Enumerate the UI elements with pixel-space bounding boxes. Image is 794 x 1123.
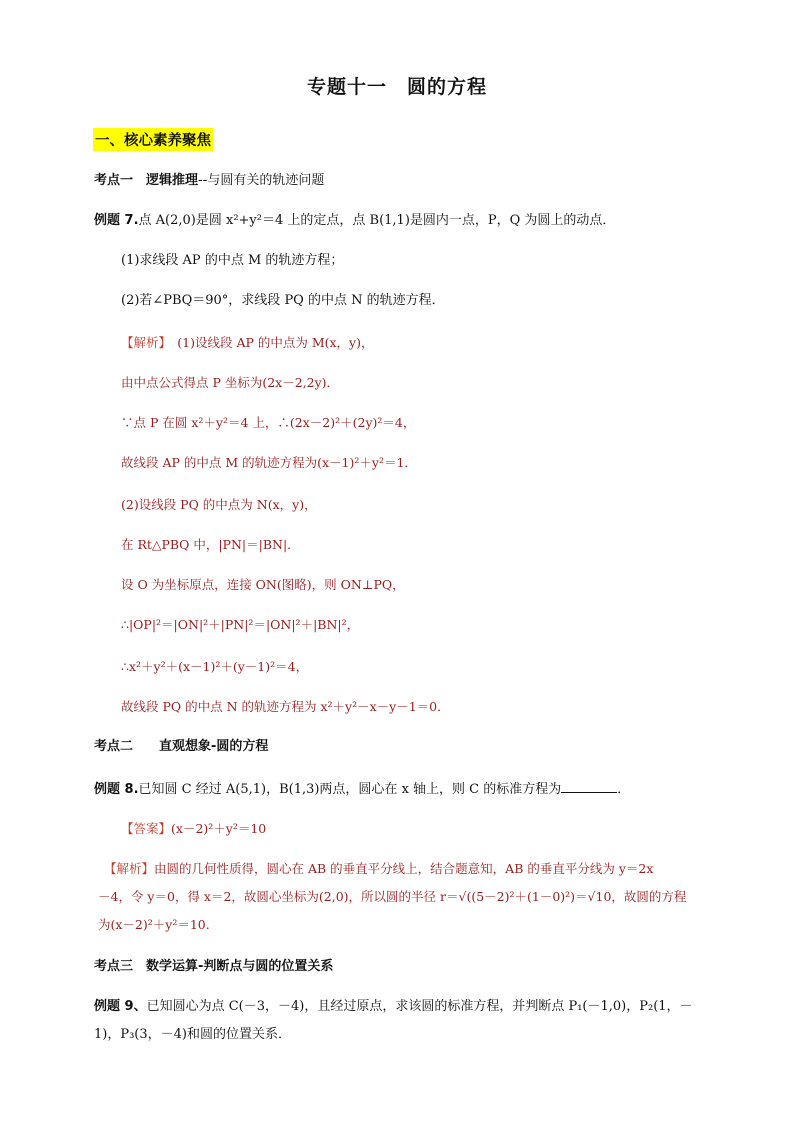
ex8-label: 例题 8. (94, 782, 139, 797)
ex7-label: 例题 7. (94, 213, 139, 228)
ex8-text: 已知圆 C 经过 A(5,1)，B(1,3)两点，圆心在 x 轴上，则 C 的标准方程为 (138, 782, 562, 797)
ex9-l1: 已知圆心为点 C(－3，－4)，且经过原点，求该圆的标准方程，并判断点 P₁(－1,0)，P₂(1，－ (146, 999, 693, 1014)
ex7-text: 点 A(2,0)是圆 x²+y²＝4 上的定点，点 B(1,1)是圆内一点，P，Q 为圆上的动点． (138, 213, 616, 228)
answer-blank (561, 780, 617, 793)
ex9-statement (94, 998, 693, 1016)
sol7-line-2: 由中点公式得点 P 坐标为(2x－2,2y)． (121, 375, 340, 390)
sol8-l1: 由圆的几何性质得，圆心在 AB 的垂直平分线上，结合题意知，AB 的垂直平分线为 y＝2x (154, 861, 654, 876)
sol7-line-9: ∴x²＋y²＋(x－1)²＋(y－1)²＝4， (121, 659, 309, 674)
kp1-rest: --与圆有关的轨迹问题 (198, 173, 325, 188)
sol7-line-10: 故线段 PQ 的中点 N 的轨迹方程为 x²＋y²－x－y－1＝0． (121, 699, 450, 714)
sol7-tag: 【解析】 (121, 335, 165, 350)
sol8-line-1 (104, 860, 653, 878)
sol7-line-8: ∴|OP|²＝|ON|²＋|PN|²＝|ON|²＋|BN|²， (121, 617, 360, 632)
ans8-tag: 【答案】 (121, 821, 172, 836)
kp3-heading (94, 958, 333, 976)
ex7-q1: (1)求线段 AP 的中点 M 的轨迹方程； (121, 253, 344, 268)
kp1-heading (94, 172, 324, 190)
sol7-line-7: 设 O 为坐标原点，连接 ON(图略)，则 ON⊥PQ， (121, 577, 405, 592)
ex9-label: 例题 9、 (94, 999, 147, 1014)
sol7-line-4: 故线段 AP 的中点 M 的轨迹方程为(x－1)²＋y²＝1． (121, 455, 417, 470)
sol8-line-2: －4，令 y＝0，得 x＝2，故圆心坐标为(2,0)，所以圆的半径 r＝√((5－2)²＋(1－0)²)＝√10，故圆的方程 (98, 889, 687, 904)
sol8-line-3: 为(x－2)²＋y²＝10. (98, 917, 210, 932)
ex9-line-2: 1)，P₃(3，－4)和圆的位置关系． (94, 1027, 291, 1042)
ex8-end: ． (617, 782, 631, 797)
ex7-statement (94, 212, 615, 230)
ex7-q2: (2)若∠PBQ＝90°，求线段 PQ 的中点 N 的轨迹方程． (121, 293, 445, 308)
kp1-label: 考点一 逻辑推理 (94, 173, 199, 188)
section-heading: 一、核心素养聚焦 (93, 128, 213, 151)
ans8-text: (x－2)²＋y²＝10 (171, 821, 267, 836)
sol7-line-5: (2)设线段 PQ 的中点为 N(x，y)， (121, 497, 317, 512)
sol7-l1: (1)设线段 AP 的中点为 M(x，y)， (164, 335, 374, 350)
ex8-statement (94, 780, 630, 799)
ans8-line (121, 820, 266, 838)
sol7-line-1 (121, 334, 374, 352)
page-title: 专题十一 圆的方程 (306, 76, 487, 98)
kp3-label: 考点三 数学运算-判断点与圆的位置关系 (94, 959, 334, 974)
kp2-label: 考点二 直观想象-圆的方程 (94, 739, 269, 754)
sol7-line-3: ∵点 P 在圆 x²＋y²＝4 上，∴(2x－2)²＋(2y)²＝4， (121, 415, 416, 430)
kp2-heading (94, 738, 268, 756)
sol8-tag: 【解析】 (104, 861, 155, 876)
sol7-line-6: 在 Rt△PBQ 中，|PN|＝|BN|． (121, 537, 300, 552)
